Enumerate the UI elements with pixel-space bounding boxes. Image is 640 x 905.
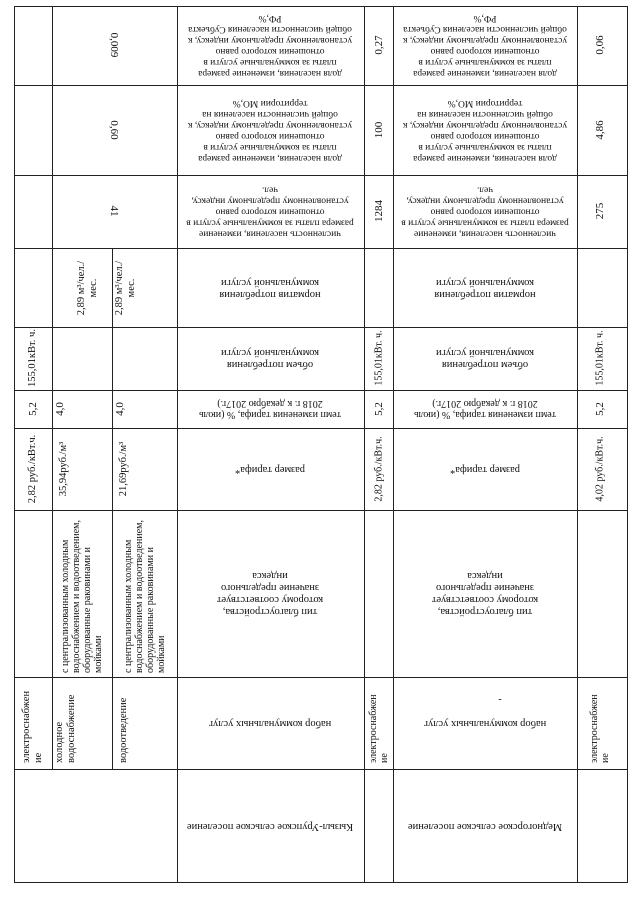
- left-drainage-label: водоотведение: [118, 697, 129, 763]
- header-left-population: численность населения, изменение размера платы за коммунальные услуги в отношении которого равно установленному предельному индексу, чел.: [186, 184, 354, 239]
- middle-share-subject: 0,27: [373, 35, 385, 55]
- middle-share-mo: 100: [373, 121, 385, 139]
- right-electric-label: электроснабжен ие: [589, 694, 611, 763]
- header-left-share-mo: доля населения, изменение размера платы за коммунальные услуги в отношении которого равно установленному предельному индексу, к общей численности населения на территории МО,%: [187, 98, 353, 163]
- header-right-consumption-volume: объем потребления коммунальной услуги: [436, 347, 534, 370]
- right-share-subject: 0,06: [594, 35, 606, 55]
- middle-population: 1284: [373, 200, 385, 222]
- header-left-consumption-volume: объем потребления коммунальной услуги: [221, 347, 319, 370]
- left-electric-label: электроснабжен ие: [21, 690, 44, 763]
- left-electric-change: 5,2: [27, 402, 39, 416]
- left-electric-volume: 155,01кВт. ч.: [27, 329, 38, 387]
- left-drainage-tariff: 21,69руб./м³: [118, 441, 129, 497]
- right-volume: 155,01кВт. ч.: [594, 330, 606, 386]
- header-right-improvement-type: тип благоустройства, которому соответствует значение предельного индекса: [431, 570, 539, 617]
- left-drainage-type: с централизованным холодным водоснабжением и водоотведением, оборудованные раковинами и мойками: [123, 520, 167, 673]
- left-cold-water-change: 4,0: [54, 402, 66, 416]
- header-left-tariff-size: размер тарифа*: [234, 464, 306, 475]
- header-right-population: численность населения, изменение размера платы за коммунальные услуги в отношении которого равно установленному предельному индексу, чел.: [401, 184, 569, 239]
- header-right-share-mo: доля населения, изменение размера платы за коммунальные услуги в отношении которого равно установленному предельному индексу, к общей численности населения на территории МО,%: [402, 98, 568, 163]
- right-population: 275: [594, 202, 606, 220]
- left-cold-water-type: с централизованным холодным водоснабжением и водоотведением, оборудованные раковинами и мойками: [60, 520, 104, 673]
- left-share-mo: 0,60: [108, 120, 120, 140]
- left-cold-water-norm: 2,89 м³/чел./мес.: [76, 260, 99, 316]
- settlement-left: Кызыл-Урупское сельское поселение: [186, 821, 354, 832]
- header-right-consumption-norm: норматив потребления коммунальной услуги: [434, 277, 536, 300]
- middle-electric-label: электроснабжен ие: [368, 694, 390, 763]
- header-left-consumption-norm: норматив потребления коммунальной услуги: [219, 277, 321, 300]
- header-left-services-set: набор коммунальных услуг: [208, 718, 332, 729]
- header-left-improvement-type: тип благоустройства, которому соответствует значение предельного индекса: [216, 570, 324, 617]
- header-right-tariff-change: темп изменения тарифа, % (июль 2018 г. к декабрю 2017г.): [414, 398, 556, 420]
- header-right-share-subject: доля населения, изменение размера платы за коммунальные услуги в отношении которого равно установленному предельному индексу, к общей численности населения Субъекта РФ,%: [402, 13, 568, 78]
- middle-volume: 155,01кВт. ч.: [373, 330, 385, 386]
- right-tariff: 4,02 руб./кВт.ч.: [594, 436, 606, 502]
- left-drainage-norm: 2,89 м³/чел./мес.: [114, 260, 137, 316]
- left-electric-tariff: 2,82 руб./кВт.ч.: [27, 434, 38, 504]
- right-share-mo: 4,86: [594, 120, 606, 140]
- middle-tariff: 2,82 руб./кВт.ч.: [373, 436, 385, 502]
- header-right-services-set: набор коммунальных услуг: [423, 718, 547, 729]
- left-cold-water-tariff: 35,94руб./м³: [58, 441, 69, 497]
- right-change: 5,2: [594, 402, 606, 416]
- header-right-tariff-size: размер тарифа*: [449, 464, 521, 475]
- header-left-share-subject: доля населения, изменение размера платы за коммунальные услуги в отношении которого равно установленному предельному индексу, к общей численности населения Субъекта РФ,%: [187, 13, 353, 78]
- middle-change: 5,2: [373, 402, 385, 416]
- left-population: 41: [108, 205, 120, 217]
- left-drainage-change: 4,0: [114, 402, 126, 416]
- left-cold-water-label: холодное водоснабжение: [54, 694, 77, 763]
- left-share-subject: 0,009: [108, 32, 120, 58]
- dash-mark: -: [498, 694, 502, 705]
- settlement-right: Медногорское сельское поселение: [407, 821, 563, 832]
- header-left-tariff-change: темп изменения тарифа, % (июль 2018 г. к декабрю 2017г.): [199, 398, 341, 420]
